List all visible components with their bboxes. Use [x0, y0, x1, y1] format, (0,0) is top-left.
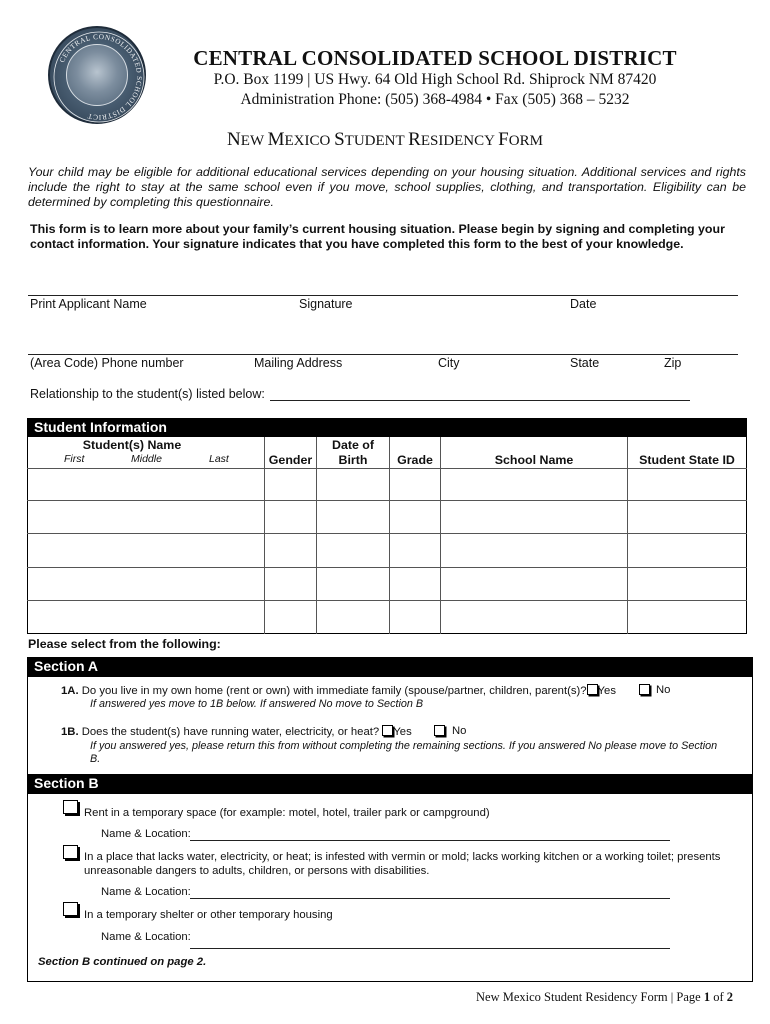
lacking-utilities-checkbox[interactable]: [63, 845, 78, 859]
name-location-field[interactable]: [190, 948, 670, 949]
q1b-yes-checkbox[interactable]: [382, 725, 393, 736]
q1a-yes-checkbox[interactable]: [587, 684, 598, 695]
name-location-field[interactable]: [190, 840, 670, 841]
seal-ring-label: CENTRAL CONSOLIDATED SCHOOL DISTRICT: [58, 32, 144, 122]
district-name: CENTRAL CONSOLIDATED SCHOOL DISTRICT: [193, 46, 677, 70]
temporary-space-option: Rent in a temporary space (for example: motel, hotel, trailer park or campground): [84, 807, 490, 819]
signature-line[interactable]: [28, 295, 738, 296]
student-info-header: Student Information: [27, 418, 747, 437]
select-prompt: Please select from the following:: [28, 637, 221, 651]
seal-ring-text: [50, 28, 148, 126]
q1b-no-label: No: [452, 725, 467, 737]
relationship-label: Relationship to the student(s) listed below:: [30, 387, 265, 401]
q1a-no-checkbox[interactable]: [639, 684, 650, 695]
school-name-header: School Name: [494, 453, 574, 467]
student-row[interactable]: [28, 568, 746, 600]
student-row[interactable]: [28, 469, 746, 500]
svg-text:CENTRAL CONSOLIDATED SCHOOL DI: [58, 33, 143, 121]
district-seal: [48, 26, 146, 124]
section-b-header: Section B: [27, 774, 753, 794]
form-title: NEW MEXICO STUDENT RESIDENCY FORM: [227, 129, 543, 150]
student-row[interactable]: [28, 534, 746, 567]
page-footer: New Mexico Student Residency Form | Page 1 of 2: [476, 990, 734, 1004]
relationship-field[interactable]: [270, 400, 690, 401]
q1a-yes-label: Yes: [597, 685, 616, 697]
student-name-header: Student(s) Name: [82, 438, 182, 452]
mailing-address-label: Mailing Address: [254, 356, 343, 370]
current-page: 1: [703, 990, 711, 1004]
state-id-header: Student State ID: [639, 453, 735, 467]
phone-label: (Area Code) Phone number: [30, 356, 184, 370]
dob-header-line2: Birth: [338, 453, 368, 467]
middle-name-header: Middle: [131, 453, 162, 465]
temporary-shelter-checkbox[interactable]: [63, 902, 78, 916]
contact-line[interactable]: [28, 354, 738, 355]
footer-form-name: New Mexico Student Residency Form: [476, 990, 668, 1004]
city-label: City: [438, 356, 460, 370]
gender-header: Gender: [268, 453, 313, 467]
name-location-label: Name & Location:: [101, 886, 191, 898]
name-location-label: Name & Location:: [101, 828, 191, 840]
zip-label: Zip: [664, 356, 682, 370]
temporary-shelter-option: In a temporary shelter or other temporary housing: [84, 909, 333, 921]
section-b-continued-note: Section B continued on page 2.: [38, 956, 207, 968]
instructions-paragraph: This form is to learn more about your family’s current housing situation. Please begin by signing and completing your contact information. Your signature indicates that you have completed this form to the best of your knowledge.: [30, 222, 725, 251]
q1a-note: If answered yes move to 1B below. If answered No move to Section B: [90, 698, 424, 710]
q1b-note: If you answered yes, please return this from without completing the remaining sections. If you answered No please move to Section B.: [90, 740, 718, 765]
student-row[interactable]: [28, 501, 746, 533]
intro-paragraph: Your child may be eligible for additional educational services depending on your housing situation. Additional services and rights include the right to stay at the same school even if you move, school supplies, clothing, and transportation. Eligibility can be determined by completing this questionnaire.: [28, 165, 746, 209]
q1b-no-checkbox[interactable]: [434, 725, 445, 736]
district-phone: Administration Phone: (505) 368-4984 • Fax (505) 368 – 5232: [240, 91, 630, 108]
dob-header-line1: Date of: [332, 438, 374, 452]
last-name-header: Last: [209, 453, 229, 465]
total-pages: 2: [726, 990, 734, 1004]
state-label: State: [570, 356, 600, 370]
signature-label: Signature: [299, 297, 353, 311]
applicant-name-label: Print Applicant Name: [30, 297, 147, 311]
section-a-header: Section A: [27, 657, 753, 677]
district-address: P.O. Box 1199 | US Hwy. 64 Old High School Rd. Shiprock NM 87420: [213, 71, 657, 88]
date-label: Date: [570, 297, 597, 311]
temporary-space-checkbox[interactable]: [63, 800, 78, 814]
q1b-yes-label: Yes: [393, 726, 412, 738]
first-name-header: First: [64, 453, 85, 465]
question-1b: 1B. Does the student(s) have running water, electricity, or heat? Yes: [61, 726, 412, 738]
name-location-field[interactable]: [190, 898, 670, 899]
question-1a: 1A. Do you live in my own home (rent or own) with immediate family (spouse/partner, children, parent(s)? Yes: [61, 685, 616, 697]
q1a-no-label: No: [656, 684, 671, 696]
grade-header: Grade: [397, 453, 433, 467]
lacking-utilities-option: In a place that lacks water, electricity, or heat; is infested with vermin or mold; lacks working kitchen or a working toilet; presents unreasonable dangers to adults, children, or persons with disabilities.: [84, 851, 721, 877]
student-row[interactable]: [28, 601, 746, 633]
name-location-label: Name & Location:: [101, 931, 191, 943]
